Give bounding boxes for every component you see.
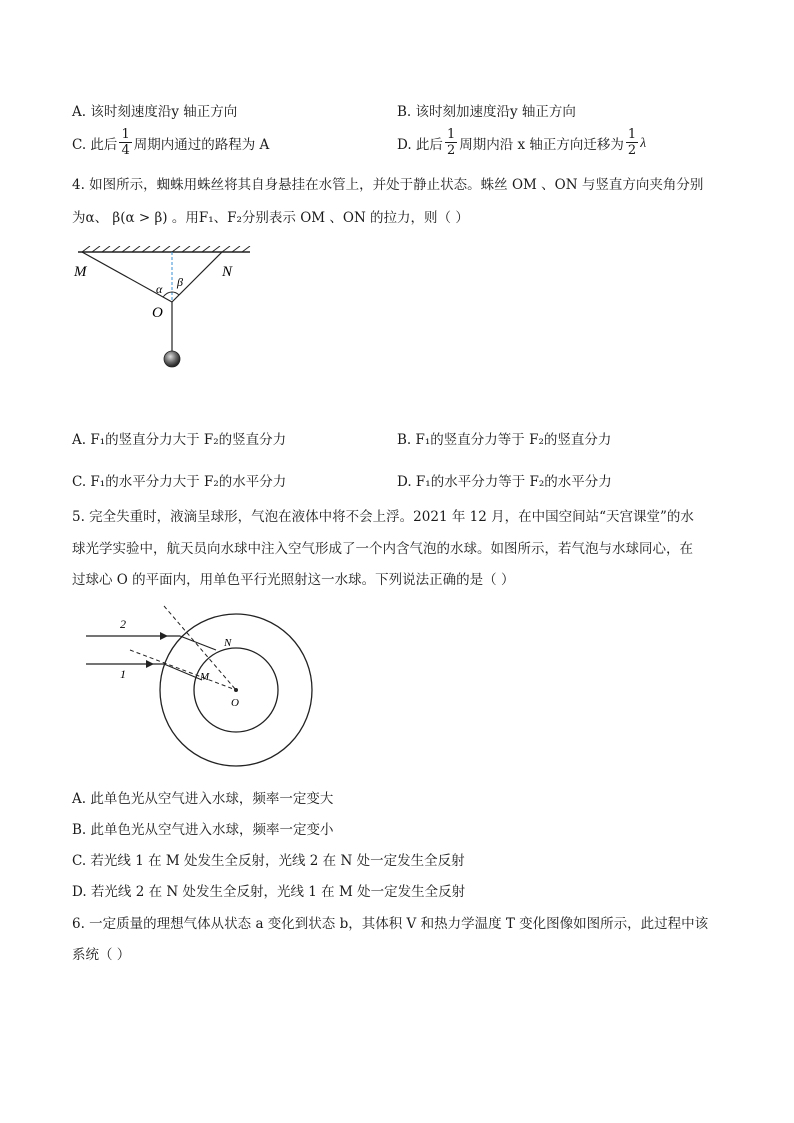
q4-option-b: B. F₁的竖直分力等于 F₂的竖直分力 [397,432,612,448]
label-m: M [74,264,87,280]
label-n: N [222,264,233,280]
q3-option-d [397,128,646,157]
q5-stem-line-2: 球光学实验中，航天员向水球中注入空气形成了一个内含气泡的水球。如图所示，若气泡与水球同心，在 [72,541,693,557]
q5-option-d: D. 若光线 2 在 N 处发生全反射，光线 1 在 M 处一定发生全反射 [72,884,466,900]
fraction [119,128,131,157]
q5-stem-line-1: 5. 完全失重时，液滴呈球形，气泡在液体中将不会上浮。2021 年 12 月，在中国空间站“天宫课堂”的水 [72,509,694,525]
fraction-numerator: 1 [627,127,637,142]
q4-stem-line-1: 4. 如图所示，蜘蛛用蛛丝将其自身悬挂在水管上，并处于静止状态。蛛丝 OM 、ON 与竖直方向夹角分别 [72,177,704,193]
label-alpha: α [156,282,163,296]
label-o: O [231,697,239,709]
q4-option-a: A. F₁的竖直分力大于 F₂的竖直分力 [72,432,287,448]
fraction-denominator: 2 [627,143,637,158]
q3-option-c [72,128,269,157]
label-o: O [152,305,163,321]
q3-option-b: B. 该时刻加速度沿y 轴正方向 [397,104,576,120]
fraction-denominator: 2 [446,143,456,158]
label-n: N [224,637,232,649]
q5-option-a: A. 此单色光从空气进入水球，频率一定变大 [72,791,334,807]
q6-stem-line-2: 系统（ ） [72,947,131,963]
label-beta: β [177,275,183,289]
q3-option-c-suffix: 周期内通过的路程为 A [133,136,270,153]
q5-option-b: B. 此单色光从空气进入水球，频率一定变小 [72,822,334,838]
fraction-denominator: 4 [121,143,130,158]
fraction-numerator: 1 [121,127,130,142]
q3-option-a: A. 该时刻速度沿y 轴正方向 [72,104,238,120]
q4-option-d: D. F₁的水平分力等于 F₂的水平分力 [397,474,612,490]
q4-stem-line-2: 为α、 β(α > β) 。用F₁、F₂分别表示 OM 、ON 的拉力，则（ ） [72,210,469,226]
ray-2-label: 2 [120,617,126,631]
fraction [445,128,457,157]
q3-option-c-prefix: C. 此后 [72,136,118,153]
water-ball-figure [84,602,334,782]
q5-option-c: C. 若光线 1 在 M 处发生全反射，光线 2 在 N 处一定发生全反射 [72,853,465,869]
ray-1-label: 1 [120,667,126,681]
q3-option-d-middle: 周期内沿 x 轴正方向迁移为 [459,136,624,153]
fraction-numerator: 1 [446,127,456,142]
q5-stem-line-3: 过球心 O 的平面内，用单色平行光照射这一水球。下列说法正确的是（ ） [72,572,515,588]
q3-option-d-suffix: λ [640,134,647,150]
label-m: M [200,671,210,683]
spider-hanging-figure [70,246,260,376]
q3-option-d-prefix: D. 此后 [397,136,443,153]
q6-stem-line-1: 6. 一定质量的理想气体从状态 a 变化到状态 b，其体积 V 和热力学温度 T 变化图像如图所示，此过程中该 [72,916,709,932]
q4-option-c: C. F₁的水平分力大于 F₂的水平分力 [72,474,287,490]
fraction [626,128,638,157]
